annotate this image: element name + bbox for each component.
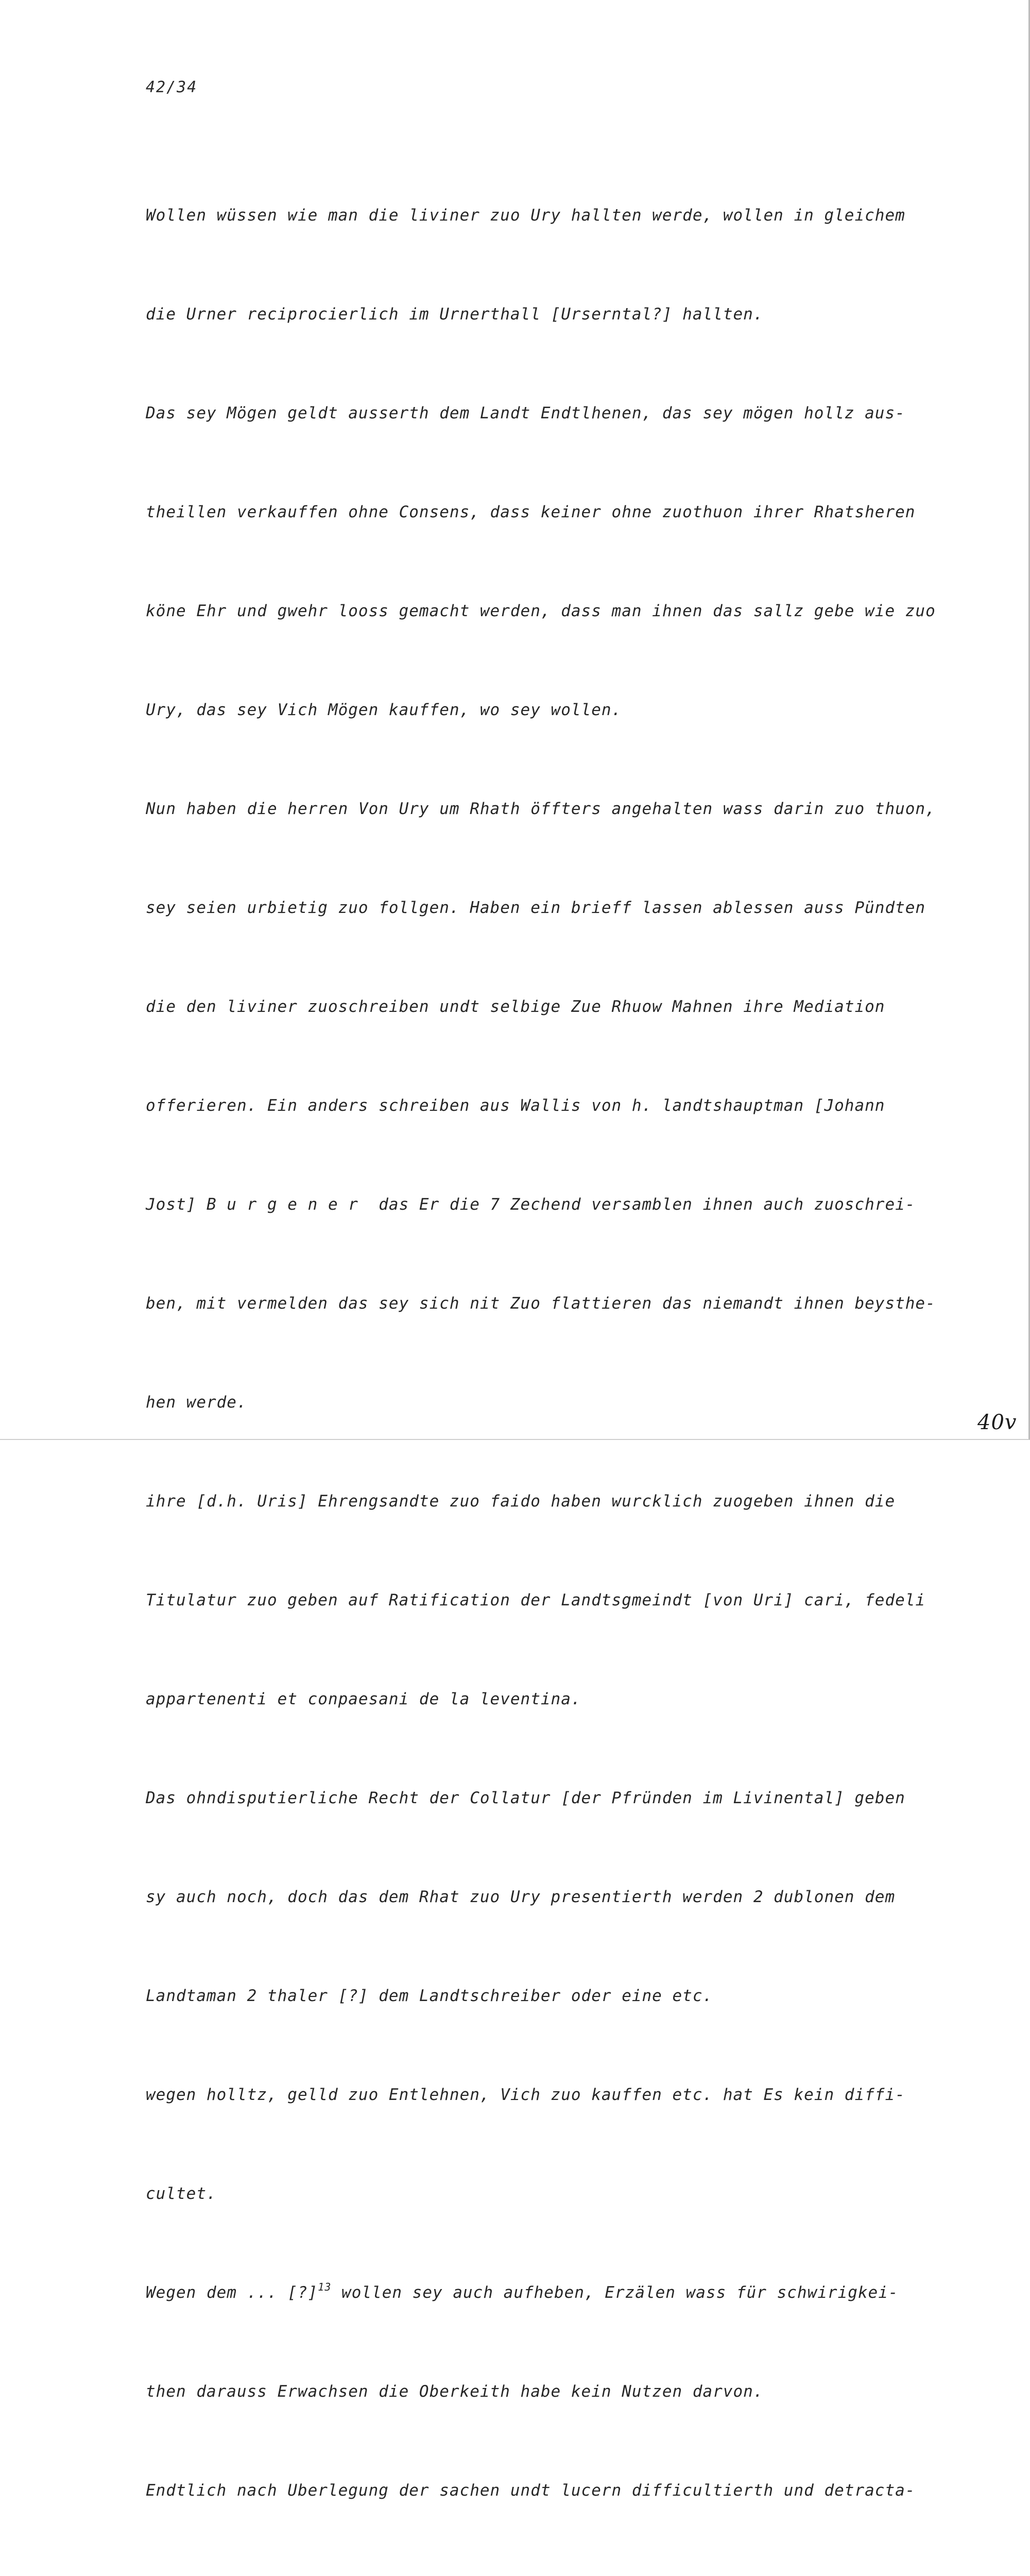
footnote-line-after: wollen sey auch aufheben, Erzälen wass für schwirigkei- <box>331 2283 899 2302</box>
text-line: then darauss Erwachsen die Oberkeith habe kein Nutzen darvon. <box>146 2382 764 2401</box>
footnote-line-before: Wegen dem ... [?] <box>146 2283 318 2302</box>
footnote-marker: 13 <box>318 2281 332 2293</box>
text-line: die den liviner zuoschreiben undt selbige Zue Rhuow Mahnen ihre Mediation <box>146 997 885 1016</box>
text-line: Nun haben die herren Von Ury um Rhath öffters angehalten wass darin zuo thuon, <box>146 800 936 818</box>
text-line: die Urner reciprocierlich im Urnerthall [Urserntal?] hallten. <box>146 305 764 324</box>
text-line: wegen holltz, gelld zuo Entlehnen, Vich zuo kauffen etc. hat Es kein diffi- <box>146 2086 905 2104</box>
text-line: Landtaman 2 thaler [?] dem Landtschreiber oder eine etc. <box>146 1987 713 2005</box>
text-line: cultet. <box>146 2184 217 2203</box>
text-line: Titulatur zuo geben auf Ratification der Landtsgmeindt [von Uri] cari, fedeli <box>146 1591 926 1609</box>
text-line: Jost] B u r g e n e r das Er die 7 Zechend versamblen ihnen auch zuoschrei- <box>146 1195 916 1214</box>
text-line: Das sey Mögen geldt ausserth dem Landt Endtlhenen, das sey mögen hollz aus- <box>146 404 905 422</box>
transcription-body <box>146 133 1011 2576</box>
text-line: Das ohndisputierliche Recht der Collatur [der Pfründen im Livinental] geben <box>146 1789 905 1807</box>
text-line: hen werde. <box>146 1393 247 1412</box>
text-line: Endtlich nach Uberlegung der sachen undt lucern difficultierth und detracta- <box>146 2481 916 2500</box>
text-line: köne Ehr und gwehr looss gemacht werden, dass man ihnen das sallz gebe wie zuo <box>146 602 936 620</box>
text-line: ihre [d.h. Uris] Ehrengsandte zuo faido haben wurcklich zuogeben ihnen die <box>146 1492 896 1511</box>
text-line: appartenenti et conpaesani de la leventina. <box>146 1690 581 1708</box>
text-line: theillen verkauffen ohne Consens, dass keiner ohne zuothuon ihrer Rhatsheren <box>146 503 916 521</box>
text-line <box>146 2573 1011 2576</box>
footnote-line <box>146 2276 1011 2309</box>
text-line: ben, mit vermelden das sey sich nit Zuo flattieren das niemandt ihnen beysthe- <box>146 1294 936 1313</box>
folio-number: 40v <box>977 1411 1017 1434</box>
page-number: 42/34 <box>146 78 198 96</box>
text-line: sy auch noch, doch das dem Rhat zuo Ury presentierth werden 2 dublonen dem <box>146 1888 896 1906</box>
text-line: Ury, das sey Vich Mögen kauffen, wo sey wollen. <box>146 701 622 719</box>
text-line: sey seien urbietig zuo follgen. Haben ein brieff lassen ablessen auss Pündten <box>146 899 926 917</box>
text-line: Wollen wüssen wie man die liviner zuo Ury hallten werde, wollen in gleichem <box>146 206 905 225</box>
text-line: offerieren. Ein anders schreiben aus Wallis von h. landtshauptman [Johann <box>146 1096 885 1115</box>
